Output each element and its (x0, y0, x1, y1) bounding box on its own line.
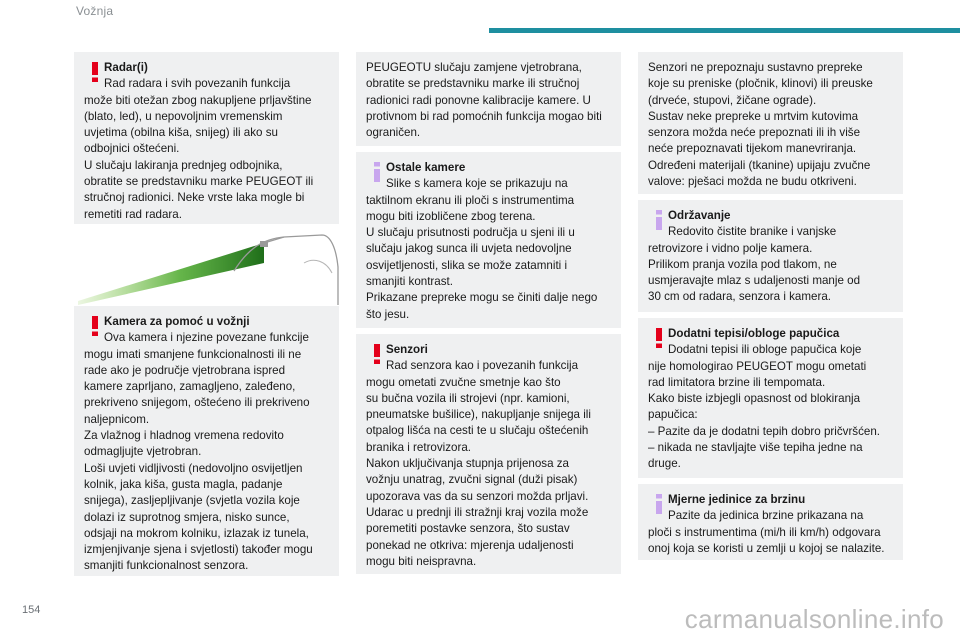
camera-warning-box (74, 306, 339, 576)
radar-title: Radar(i) (104, 61, 148, 74)
warning-icon (652, 328, 666, 348)
other-cameras-text: Slike s kamera koje se prikazuju na taktilnom ekranu ili ploči s instrumentima mogu biti izobličene zbog terena. U slučaju prisutnosti područja u sjeni ili u slučaju jakog sunca ili uvjeta nedovoljne osvijetljenosti, slika se može zatamniti i smanjiti kontrast. Prikazane prepreke mogu se činiti dalje nego što jesu. (366, 177, 598, 321)
maintenance-text: Redovito čistite branike i vanjske retrovizore i vidno polje kamera. Prilikom pranja vozila pod tlakom, ne usmjeravajte mlaz s udaljenosti manje od 30 cm od radara, senzora i kamera. (648, 225, 861, 304)
sensors-title: Senzori (386, 343, 428, 356)
warning-icon (88, 62, 102, 82)
floor-mats-warning-box (638, 318, 903, 478)
warning-icon (88, 316, 102, 336)
info-icon (370, 162, 384, 182)
camera-title: Kamera za pomoć u vožnji (104, 315, 250, 328)
radar-warning-box (74, 52, 339, 224)
other-cameras-title: Ostale kamere (386, 161, 466, 174)
watermark: carmanualsonline.info (684, 604, 944, 634)
other-cameras-info-box (356, 152, 621, 328)
header-accent-bar (489, 28, 960, 33)
warning-icon (370, 344, 384, 364)
floor-mats-text: Dodatni tepisi ili obloge papučica koje nije homologirao PEUGEOT mogu ometati rad limitatora brzine ili tempomata. Kako biste izbjegli opasnost od blokiranja papučica: – Pazite da je dodatni tepih dobro pričvršćen. – nikada ne stavljajte više tepiha jedne na druge. (648, 343, 881, 471)
page-number: 154 (22, 604, 41, 616)
sensors-continuation-text: Senzori ne prepoznaju sustavno prepreke koje su preniske (pločnik, klinovi) ili preuske (drveće, stupovi, žičane ograde). Sustav neke prepreke u mrtvim kutovima senzora možda neće prepoznati ili ih više neće prepoznavati tijekom manevriranja. Određeni materijali (tkanine) upijaju zvučne valove: pješaci možda ne budu otkriveni. (648, 61, 873, 189)
radar-illustration (74, 227, 339, 305)
maintenance-title: Održavanje (668, 209, 731, 222)
floor-mats-title: Dodatni tepisi/obloge papučica (668, 327, 840, 340)
camera-text: Ova kamera i njezine povezane funkcije mogu imati smanjene funkcionalnosti ili ne rade ako je područje vjetrobrana ispred kamere zaprljano, zamagljeno, zaleđeno, prekriveno snijegom, oštećeno ili prekriveno naljepnicom. Za vlažnog i hladnog vremena redovito odmagljujte vjetrobran. Loši uvjeti vidljivosti (nedovoljno osvijetljen kolnik, jaka kiša, gusta magla, padanje snijega), zasljepljivanje (svjetla vozila koje dolazi iz suprotnog smjera, nisko sunce, odsjaji na mokrom kolniku, izlazak iz tunela, izmjenjivanje sjena i svjetlosti) također mogu smanjiti funkcionalnost senzora. (84, 331, 313, 573)
section-title: Vožnja (76, 4, 114, 18)
sensors-text: Rad senzora kao i povezanih funkcija mogu ometati zvučne smetnje kao što su bučna vozila ili strojevi (npr. kamioni, pneumatske bušilice), nakupljanje snijega ili otpalog lišća na cesti te u slučaju oštećenih branika i retrovizora. Nakon uključivanja stupnja prijenosa za vožnju unatrag, zvučni signal (duži pisak) upozorava vas da su senzori možda prljavi. Udarac u prednji ili stražnji kraj vozila može poremetiti postavke senzora, što sustav ponekad ne otkriva: mjerenja udaljenosti mogu biti neispravna. (366, 359, 591, 568)
info-icon (652, 210, 666, 230)
maintenance-info-box (638, 200, 903, 312)
camera-continuation-box (356, 52, 621, 146)
speed-units-info-box (638, 484, 903, 560)
sensors-warning-box (356, 334, 621, 574)
speed-units-text: Pazite da jedinica brzine prikazana na ploči s instrumentima (mi/h ili km/h) odgovara onoj koja se koristi u zemlji u kojoj se nalazite. (648, 509, 885, 555)
speed-units-title: Mjerne jedinice za brzinu (668, 493, 806, 506)
info-icon (652, 494, 666, 514)
radar-text: Rad radara i svih povezanih funkcija može biti otežan zbog nakupljene prljavštine (blato, led), u nepovoljnim vremenskim uvjetima (obilna kiša, snijeg) ili ako su odbojnici oštećeni. U slučaju lakiranja prednjeg odbojnika, obratite se predstavniku marke PEUGEOT ili stručnoj radionici. Neke vrste laka mogle bi remetiti rad radara. (84, 77, 314, 221)
camera-continuation-text: PEUGEOTU slučaju zamjene vjetrobrana, obratite se predstavniku marke ili stručnoj radionici radi ponovne kalibracije kamere. U protivnom bi rad pomoćnih funkcija mogao biti ograničen. (366, 61, 602, 140)
sensors-continuation-box (638, 52, 903, 194)
